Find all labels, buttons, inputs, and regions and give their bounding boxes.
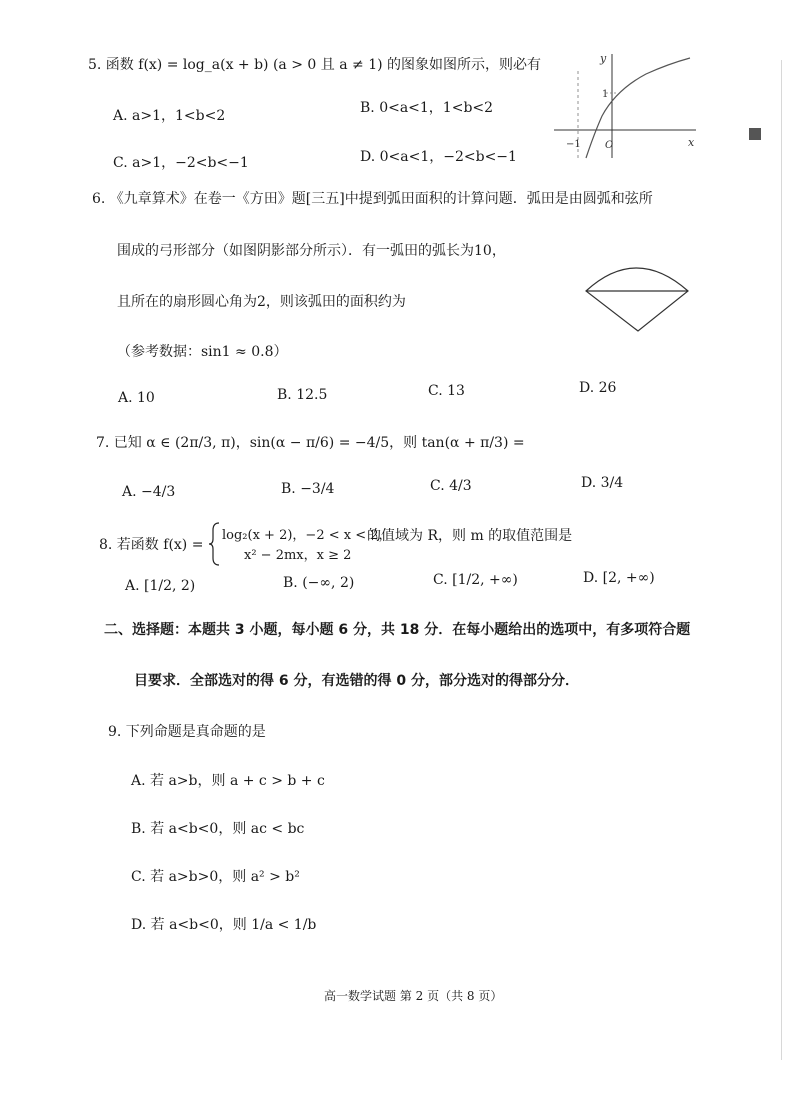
q8-option-b: B. (−∞, 2)	[283, 575, 355, 591]
q6-option-a: A. 10	[118, 390, 155, 406]
q8-option-c: C. [1/2, +∞)	[433, 572, 518, 588]
graph-curve	[586, 58, 690, 158]
q7-option-a: A. −4/3	[122, 484, 176, 500]
q9-option-d: D. 若 a<b<0，则 1/a < 1/b	[131, 917, 317, 933]
graph-y-label: y	[600, 52, 607, 65]
graph-x-label: x	[688, 136, 695, 149]
q7-option-b: B. −3/4	[281, 481, 335, 497]
q7-stem: 7. 已知 α ∈ (2π/3, π)，sin(α − π/6) = −4/5，则 tan(α + π/3) =	[96, 435, 525, 451]
q5-log-graph	[550, 50, 700, 160]
q5-option-a: A. a>1，1<b<2	[113, 108, 226, 124]
q5-option-c: C. a>1，−2<b<−1	[113, 155, 249, 171]
sector-outline	[586, 268, 688, 331]
q6-stem-line3: 且所在的扇形圆心角为2，则该弧田的面积约为	[117, 294, 406, 310]
q9-option-a: A. 若 a>b，则 a + c > b + c	[131, 773, 325, 789]
page-footer: 高一数学试题 第 2 页（共 8 页）	[324, 989, 503, 1003]
q8-option-a: A. [1/2, 2)	[125, 578, 196, 594]
q8-stem-prefix: 8. 若函数 f(x) =	[99, 537, 204, 553]
graph-tick-1: 1	[602, 89, 609, 100]
q6-stem-line2: 围成的弓形部分（如图阴影部分所示）．有一弧田的弧长为10，	[117, 243, 506, 259]
page-edge-line	[781, 60, 782, 1060]
q8-stem-suffix: 的值域为 R，则 m 的取值范围是	[367, 528, 573, 544]
q8-brace	[208, 522, 220, 566]
q6-option-c: C. 13	[428, 383, 465, 399]
q6-sector-figure	[578, 255, 698, 335]
edge-marker	[749, 128, 761, 140]
q5-option-b: B. 0<a<1，1<b<2	[360, 100, 494, 116]
q7-option-d: D. 3/4	[581, 475, 624, 491]
section-2-heading-line1: 二、选择题：本题共 3 小题，每小题 6 分，共 18 分．在每小题给出的选项中，有多项符合题	[104, 622, 691, 638]
section-2-heading-line2: 目要求．全部选对的得 6 分，有选错的得 0 分，部分选对的得部分分．	[134, 673, 579, 689]
q5-option-d: D. 0<a<1，−2<b<−1	[360, 149, 517, 165]
q6-option-b: B. 12.5	[277, 387, 328, 403]
q9-stem: 9. 下列命题是真命题的是	[108, 724, 266, 740]
q6-hint: （参考数据：sin1 ≈ 0.8）	[117, 344, 288, 360]
q6-option-d: D. 26	[579, 380, 617, 396]
q8-case-2: x² − 2mx，x ≥ 2	[244, 548, 352, 563]
graph-origin: O	[605, 140, 614, 151]
q8-option-d: D. [2, +∞)	[583, 570, 655, 586]
q9-option-b: B. 若 a<b<0，则 ac < bc	[131, 821, 305, 837]
q7-option-c: C. 4/3	[430, 478, 472, 494]
q8-case-1: log₂(x + 2)，−2 < x < 2，	[222, 528, 392, 543]
q9-option-c: C. 若 a>b>0，则 a² > b²	[131, 869, 300, 885]
q6-stem-line1: 6. 《九章算术》在卷一《方田》题[三五]中提到弧田面积的计算问题．弧田是由圆弧和弦所	[92, 191, 653, 207]
q5-stem: 5. 函数 f(x) = log_a(x + b) (a > 0 且 a ≠ 1) 的图象如图所示，则必有	[88, 57, 542, 73]
graph-tick-neg1: −1	[566, 139, 581, 150]
